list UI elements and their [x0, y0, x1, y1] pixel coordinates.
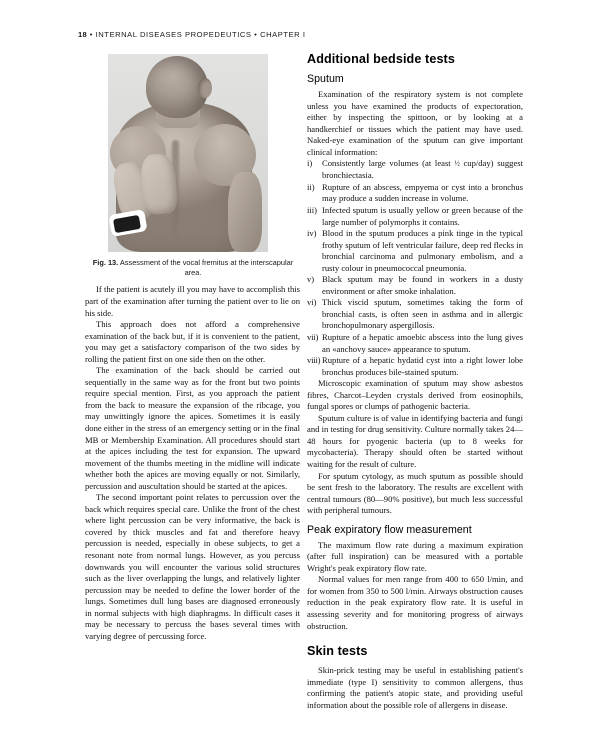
- list-text: Rupture of a hepatic hydatid cyst into a right lower lobe bronchus produces bile-stained sputum.: [322, 355, 523, 377]
- list-item: [307, 205, 523, 228]
- figure-13-label: Fig. 13.: [92, 258, 119, 267]
- subsection-heading-sputum: Sputum: [307, 73, 344, 85]
- list-text: Blood in the sputum produces a pink tinge in the typical frothy sputum of left ventricular failure, deep red flecks in bronchial carcinoma and pulmonary embolism, and a rusty colour in pneumococcal pneumonia.: [322, 228, 523, 273]
- sputum-findings-list: [307, 158, 523, 378]
- photo-ear: [198, 78, 212, 98]
- list-text-after-fraction: cup/day) suggest bronchiectasia.: [322, 158, 523, 181]
- spacer: [307, 632, 523, 644]
- list-item: [307, 182, 523, 205]
- figure-13: [85, 54, 300, 278]
- list-item: [307, 332, 523, 355]
- sputum-culture-paragraph: Sputum culture is of value in identifying bacteria and fungi and in testing for drug sensitivity. Culture normally takes 24—48 hours for pyogenic bacteria (up to 8 weeks for mycobacteria). Therapy should often be started without waiting for the result of culture.: [307, 412, 523, 469]
- spacer: [307, 517, 523, 524]
- running-head-chapter: CHAPTER I: [260, 30, 306, 39]
- list-item: [307, 274, 523, 297]
- left-paragraph-1: If the patient is acutely ill you may have to accomplish this part of the examination after turning the patient over to lie on his side.: [85, 284, 300, 318]
- list-text-before-fraction: Consistently large volumes (at least: [322, 158, 455, 169]
- column-right: [307, 52, 523, 711]
- list-marker: viii): [307, 355, 321, 366]
- running-head-title: INTERNAL DISEASES PROPEDEUTICS: [95, 30, 252, 39]
- list-item: [307, 228, 523, 274]
- fraction-one-half: ½: [454, 159, 460, 168]
- sputum-cytology-paragraph: For sputum cytology, as much sputum as possible should be sent fresh to the laboratory. The results are excellent with central tumours (80—90% positive), but much less successful with peripheral tumours.: [307, 470, 523, 516]
- running-head-separator-1: •: [89, 30, 93, 39]
- running-head-separator-2: •: [254, 30, 258, 39]
- list-text: Infected sputum is usually yellow or green because of the large number of polymorphs it contains.: [322, 204, 523, 227]
- list-text: Rupture of an abscess, empyema or cyst into a bronchus may produce a sudden increase in volume.: [322, 181, 523, 204]
- list-marker: i): [307, 158, 313, 169]
- sputum-intro-paragraph: Examination of the respiratory system is not complete unless you have examined the products of expectoration, either by inspecting the spittoon, or by looking at a handkerchief or tissues which the patient may have used. Naked-eye examination of the sputum can give important clinical information:: [307, 89, 523, 157]
- list-marker: vi): [307, 297, 317, 308]
- figure-13-caption-text: Assessment of the vocal fremitus at the interscapular area.: [119, 258, 294, 278]
- left-paragraph-3: The examination of the back should be carried out sequentially in the same way as for the front but two points require special mention. First, as you approach the patient from the back to measure the expansion of the ribcage, you may unwittingly ignore the apices. Sometimes it is easily done either in the stress of an emergency setting or in the final MB or Membership Examination. All procedures should start at the apices including the test for expansion. The upward movement of the thumbs meeting in the midline will indicate whether both the apices are moving equally or not. Similarly, percussion and auscultation should be started at the apices.: [85, 365, 300, 491]
- photo-arm-right: [228, 172, 262, 252]
- page-folio: 18: [78, 30, 88, 39]
- running-head: [78, 30, 306, 39]
- list-item: [307, 297, 523, 332]
- column-left: [85, 52, 300, 642]
- list-marker: iv): [307, 228, 317, 239]
- figure-13-photo: [108, 54, 268, 252]
- left-paragraph-2: This approach does not afford a comprehensive examination of the back but, if it is convenient to the patient, you may get a satisfactory comparison of the two sides by rolling the patient first on one side then on the other.: [85, 319, 300, 364]
- list-marker: vii): [307, 331, 319, 342]
- sputum-microscopy-paragraph: Microscopic examination of sputum may show asbestos fibres, Charcot–Leyden crystals derived from eosinophils, fungal spores or clumps of pathogenic bacteria.: [307, 378, 523, 412]
- peak-flow-paragraph-2: Normal values for men range from 400 to 650 l/min, and for women from 350 to 500 l/min. Airways obstruction causes reduction in the peak expiratory flow rate. It is useful in assessing severity and for monitoring progress of airways obstruction.: [307, 574, 523, 631]
- list-text: Rupture of a hepatic amoebic abscess into the lung gives an «anchovy sauce» appearance to sputum.: [322, 331, 523, 354]
- list-text: Thick viscid sputum, sometimes taking the form of bronchial casts, is often seen in asthma and in allergic bronchopulmonary aspergillosis.: [322, 297, 523, 331]
- list-marker: iii): [307, 204, 318, 215]
- figure-13-caption: [91, 258, 295, 278]
- list-marker: ii): [307, 181, 315, 192]
- section-heading-additional-bedside-tests: Additional bedside tests: [307, 52, 455, 66]
- section-heading-skin-tests: Skin tests: [307, 644, 368, 659]
- peak-flow-paragraph-1: The maximum flow rate during a maximum expiration (after full inspiration) can be measured with a portable Wright's peak expiratory flow rate.: [307, 539, 523, 573]
- skin-tests-paragraph-1: Skin-prick testing may be useful in establishing patient's immediate (type I) sensitivity to common allergens, thus confirming the patient's atopic state, and providing useful information about the possible role of allergens in disease.: [307, 665, 523, 710]
- list-item: [307, 158, 523, 182]
- subsection-heading-peak-expiratory-flow: Peak expiratory flow measurement: [307, 523, 472, 536]
- left-paragraph-4: The second important point relates to percussion over the back which requires special care. Unlike the front of the chest where light percussion can be very informative, the back is covered by thick muscles and fat and therefore heavy percussion is needed, especially in obese subjects, to get a resonant note from normal lungs. However, as you percuss downwards you will encounter the various solid structures such as the liver overlapping the lungs, and relatively lighter percussion may be needed to define the lower border of the lungs. Sometimes dull lung bases are diagnosed erroneously in normal subjects with high diaphragms. In difficult cases it may be necessary to percuss the bases several times with varying degree of percussing force.: [85, 492, 300, 641]
- list-marker: v): [307, 274, 315, 285]
- list-item: [307, 355, 523, 378]
- list-text: Black sputum may be found in workers in a dusty environment or after smoke inhalation.: [322, 274, 523, 296]
